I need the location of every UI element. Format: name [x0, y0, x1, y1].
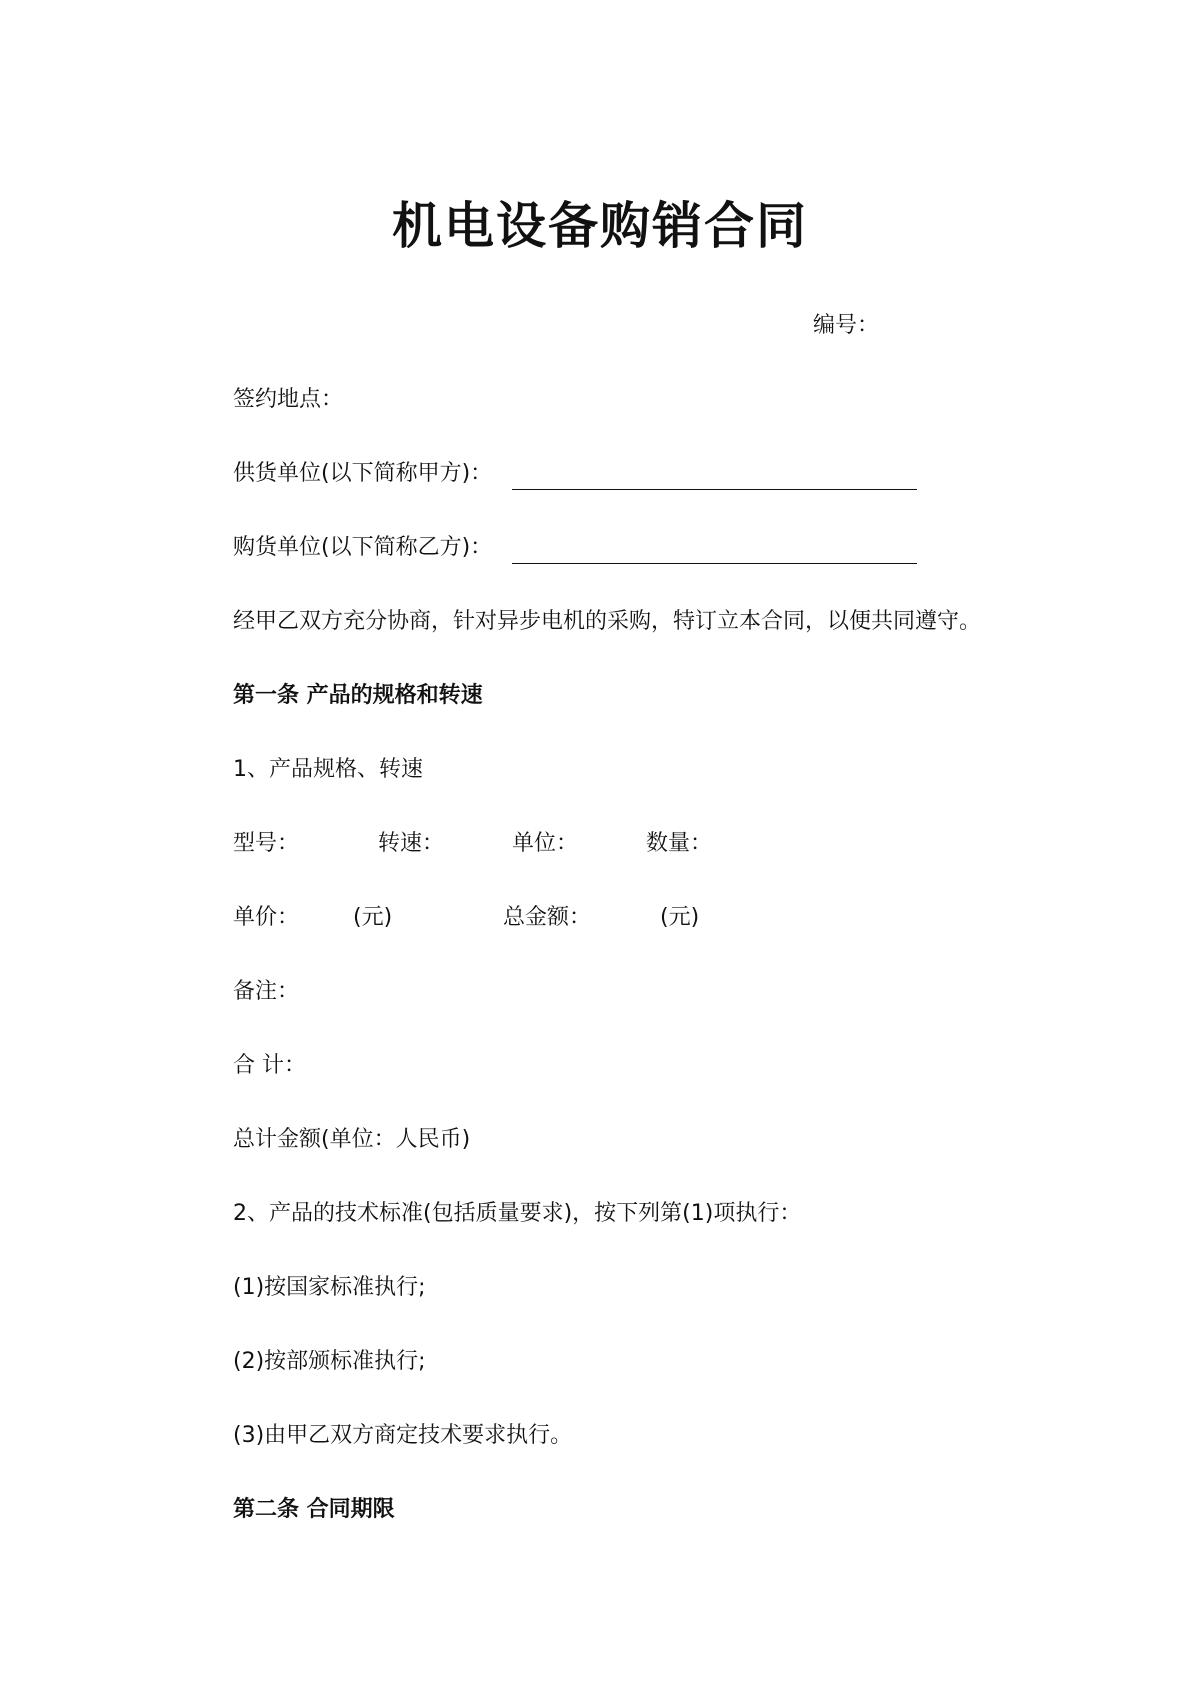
- unit-label: 单位：: [512, 831, 579, 856]
- standard-option-1: (1)按国家标准执行;: [233, 1275, 426, 1300]
- supplier-row: [233, 458, 917, 490]
- sign-place-label: 签约地点：: [233, 387, 344, 412]
- remarks-label: 备注：: [233, 979, 300, 1004]
- standard-option-2: (2)按部颁标准执行;: [233, 1349, 426, 1374]
- total-amount-currency: (元): [660, 905, 700, 930]
- total-amount-label: 总金额：: [503, 905, 592, 930]
- article1-item2: 2、产品的技术标准(包括质量要求)，按下列第(1)项执行：: [233, 1201, 802, 1226]
- sum-label: 合 计：: [233, 1053, 306, 1078]
- standard-option-3: (3)由甲乙双方商定技术要求执行。: [233, 1423, 573, 1448]
- model-label: 型号：: [233, 831, 300, 856]
- contract-number-label: 编号：: [813, 313, 880, 338]
- article1-heading: 第一条 产品的规格和转速: [233, 683, 483, 708]
- document-title: 机电设备购销合同: [392, 197, 808, 255]
- supplier-label: 供货单位(以下简称甲方)：: [233, 461, 493, 486]
- buyer-row: [233, 532, 917, 564]
- article1-item1: 1、产品规格、转速: [233, 757, 423, 782]
- quantity-label: 数量：: [646, 831, 713, 856]
- speed-label: 转速：: [378, 831, 445, 856]
- grand-total-label: 总计金额(单位：人民币): [233, 1127, 471, 1152]
- preamble-text: 经甲乙双方充分协商，针对异步电机的采购，特订立本合同，以便共同遵守。: [233, 609, 982, 634]
- spec-fields-row: [233, 828, 712, 860]
- article2-heading: 第二条 合同期限: [233, 1497, 395, 1522]
- price-fields-row: [233, 902, 699, 934]
- unit-price-label: 单价：: [233, 905, 300, 930]
- supplier-blank-line: [512, 465, 917, 490]
- buyer-label: 购货单位(以下简称乙方)：: [233, 535, 493, 560]
- buyer-blank-line: [512, 539, 917, 564]
- unit-price-currency: (元): [353, 905, 393, 930]
